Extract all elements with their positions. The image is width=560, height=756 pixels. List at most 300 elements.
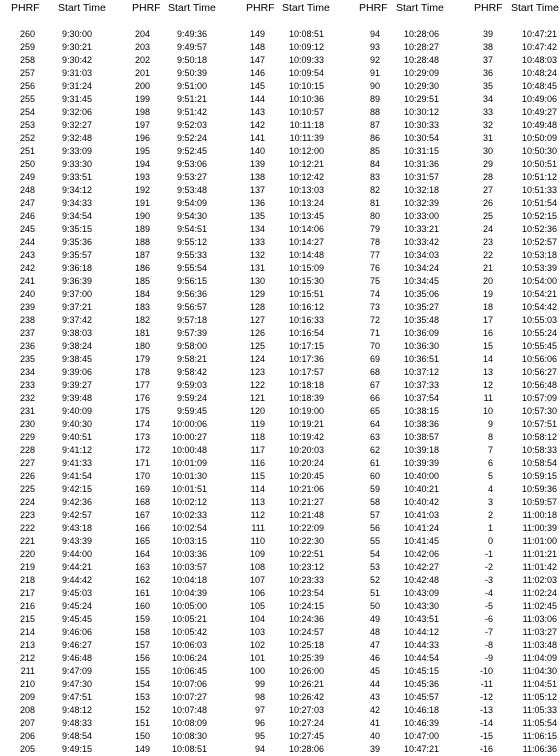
phrf-cell: -7	[484, 627, 493, 637]
start-time-cell: 10:08:51	[288, 29, 324, 39]
phrf-cell: 47	[369, 640, 380, 650]
table-row	[0, 379, 560, 392]
phrf-cell: 243	[19, 250, 35, 260]
start-time-cell: 9:48:54	[61, 731, 92, 741]
phrf-cell: 123	[249, 367, 265, 377]
phrf-cell: 46	[369, 653, 380, 663]
start-time-cell: 10:41:24	[403, 523, 439, 533]
start-time-cell: 9:51:42	[176, 107, 207, 117]
phrf-cell: 194	[134, 159, 150, 169]
start-time-cell: 10:43:30	[403, 601, 439, 611]
start-time-cell: 9:53:27	[176, 172, 207, 182]
phrf-cell: -10	[479, 666, 493, 676]
start-time-cell: 9:39:06	[61, 367, 92, 377]
start-time-cell: 9:50:18	[176, 55, 207, 65]
start-time-cell: 10:24:57	[288, 627, 324, 637]
start-time-cell: 11:01:21	[522, 549, 557, 559]
table-row	[0, 600, 560, 613]
table-row	[0, 522, 560, 535]
table-row	[0, 275, 560, 288]
start-time-cell: 10:02:33	[171, 510, 207, 520]
start-time-cell: 10:30:54	[403, 133, 439, 143]
start-time-cell: 10:42:48	[403, 575, 439, 585]
start-time-cell: 9:30:42	[61, 55, 92, 65]
start-time-cell: 10:23:33	[288, 575, 324, 585]
phrf-cell: 229	[19, 432, 35, 442]
phrf-cell: 111	[251, 523, 265, 533]
start-time-cell: 9:39:48	[61, 393, 92, 403]
phrf-cell: 0	[487, 536, 493, 546]
start-time-cell: 9:35:15	[61, 224, 92, 234]
start-time-cell: 10:49:48	[521, 120, 557, 130]
phrf-cell: 112	[250, 510, 265, 520]
phrf-cell: 179	[134, 354, 150, 364]
phrf-cell: 14	[482, 354, 493, 364]
start-time-cell: 10:22:09	[288, 523, 324, 533]
phrf-cell: 193	[134, 172, 150, 182]
table-row	[0, 158, 560, 171]
phrf-cell: 87	[369, 120, 380, 130]
phrf-cell: -3	[484, 575, 493, 585]
start-time-cell: 9:43:18	[61, 523, 92, 533]
start-time-cell: 9:58:42	[176, 367, 207, 377]
phrf-cell: 218	[19, 575, 35, 585]
start-time-cell: 10:59:57	[521, 497, 557, 507]
phrf-cell: 175	[134, 406, 150, 416]
phrf-cell: 174	[134, 419, 150, 429]
phrf-cell: 108	[249, 562, 265, 572]
phrf-cell: 217	[19, 588, 35, 598]
start-time-cell: 10:38:15	[403, 406, 439, 416]
phrf-cell: 214	[19, 627, 35, 637]
phrf-cell: 152	[134, 705, 150, 715]
phrf-cell: 106	[249, 588, 265, 598]
table-row	[0, 249, 560, 262]
table-row	[0, 730, 560, 743]
phrf-cell: 142	[249, 120, 265, 130]
phrf-cell: 1	[487, 523, 493, 533]
phrf-cell: 13	[482, 367, 493, 377]
start-time-cell: 11:02:45	[522, 601, 557, 611]
start-time-cell: 9:42:15	[61, 484, 92, 494]
start-time-cell: 10:21:06	[288, 484, 324, 494]
start-time-cell: 9:44:00	[61, 549, 92, 559]
phrf-cell: 6	[487, 458, 493, 468]
phrf-cell: 260	[19, 29, 35, 39]
table-row	[0, 678, 560, 691]
start-time-cell: 9:57:39	[176, 328, 207, 338]
phrf-cell: 206	[19, 731, 35, 741]
phrf-cell: 103	[249, 627, 265, 637]
phrf-cell: 61	[369, 458, 380, 468]
phrf-cell: 59	[369, 484, 380, 494]
start-time-cell: 11:03:27	[522, 627, 557, 637]
phrf-cell: 56	[369, 523, 380, 533]
start-time-cell: 10:24:36	[288, 614, 324, 624]
phrf-cell: 101	[249, 653, 265, 663]
start-time-cell: 10:28:06	[403, 29, 439, 39]
start-time-cell: 9:33:51	[61, 172, 92, 182]
table-row	[0, 301, 560, 314]
start-time-cell: 10:53:39	[521, 263, 557, 273]
phrf-cell: 60	[369, 471, 380, 481]
table-row	[0, 41, 560, 54]
start-time-cell: 10:42:06	[403, 549, 439, 559]
table-row	[0, 717, 560, 730]
phrf-cell: 192	[134, 185, 150, 195]
phrf-cell: 86	[369, 133, 380, 143]
phrf-cell: 82	[369, 185, 380, 195]
phrf-cell: 155	[134, 666, 150, 676]
start-time-cell: 10:30:33	[403, 120, 439, 130]
start-time-cell: 9:51:21	[176, 94, 207, 104]
start-time-cell: 10:40:42	[403, 497, 439, 507]
phrf-cell: 15	[482, 341, 493, 351]
start-time-cell: 10:01:51	[171, 484, 207, 494]
phrf-cell: 96	[254, 718, 265, 728]
phrf-cell: 45	[369, 666, 380, 676]
start-time-cell: 10:36:30	[403, 341, 439, 351]
start-time-cell: 10:43:51	[403, 614, 439, 624]
table-row	[0, 613, 560, 626]
phrf-cell: 251	[19, 146, 35, 156]
phrf-cell: 162	[134, 575, 150, 585]
table-row	[0, 366, 560, 379]
start-time-cell: 9:40:09	[61, 406, 92, 416]
phrf-cell: 36	[482, 68, 493, 78]
start-time-cell: 10:31:15	[403, 146, 439, 156]
phrf-cell: 191	[134, 198, 150, 208]
start-time-cell: 10:47:21	[521, 29, 557, 39]
phrf-cell: 247	[19, 198, 35, 208]
start-time-cell: 10:12:42	[288, 172, 324, 182]
start-time-cell: 10:46:18	[403, 705, 439, 715]
phrf-cell: -4	[484, 588, 493, 598]
start-time-cell: 9:45:24	[61, 601, 92, 611]
phrf-cell: 50	[369, 601, 380, 611]
start-time-cell: 9:34:54	[61, 211, 92, 221]
start-time-cell: 11:05:33	[522, 705, 557, 715]
start-time-cell: 10:12:00	[288, 146, 324, 156]
phrf-cell: 204	[134, 29, 150, 39]
phrf-cell: 104	[249, 614, 265, 624]
start-time-cell: 10:15:51	[288, 289, 324, 299]
phrf-cell: 221	[19, 536, 35, 546]
start-time-cell: 10:41:03	[403, 510, 439, 520]
phrf-cell: -14	[479, 718, 493, 728]
start-time-cell: 10:05:21	[171, 614, 207, 624]
table-row	[0, 184, 560, 197]
start-time-cell: 10:19:42	[288, 432, 324, 442]
table-row	[0, 535, 560, 548]
start-time-cell: 10:08:51	[171, 744, 207, 754]
phrf-cell: 25	[482, 211, 493, 221]
table-row	[0, 210, 560, 223]
phrf-cell: 209	[19, 692, 35, 702]
table-row	[0, 106, 560, 119]
start-time-cell: 10:35:48	[403, 315, 439, 325]
start-time-cell: 10:58:12	[521, 432, 557, 442]
start-time-cell: 9:57:18	[176, 315, 207, 325]
start-time-cell: 9:53:48	[176, 185, 207, 195]
start-time-cell: 10:47:00	[403, 731, 439, 741]
phrf-cell: 71	[369, 328, 380, 338]
start-time-cell: 11:05:12	[522, 692, 557, 702]
start-time-cell: 10:28:48	[403, 55, 439, 65]
phrf-cell: 200	[134, 81, 150, 91]
phrf-cell: 246	[19, 211, 35, 221]
header-start-time-2: Start Time	[168, 2, 216, 14]
phrf-cell: 8	[487, 432, 493, 442]
phrf-cell: 245	[19, 224, 35, 234]
start-time-cell: 9:34:12	[61, 185, 92, 195]
phrf-cell: 89	[369, 94, 380, 104]
phrf-cell: 168	[134, 497, 150, 507]
start-time-cell: 10:17:57	[288, 367, 324, 377]
phrf-cell: 39	[482, 29, 493, 39]
phrf-cell: 131	[249, 263, 265, 273]
phrf-cell: 58	[369, 497, 380, 507]
start-time-cell: 10:19:21	[288, 419, 324, 429]
start-time-cell: 9:58:00	[176, 341, 207, 351]
start-time-cell: 10:33:00	[403, 211, 439, 221]
phrf-cell: 100	[249, 666, 265, 676]
table-row	[0, 223, 560, 236]
start-time-cell: 10:56:06	[521, 354, 557, 364]
start-time-cell: 10:29:51	[403, 94, 439, 104]
phrf-cell: 133	[249, 237, 265, 247]
start-time-cell: 9:58:21	[176, 354, 207, 364]
phrf-cell: 254	[19, 107, 35, 117]
start-time-cell: 9:33:09	[61, 146, 92, 156]
start-time-cell: 10:39:39	[403, 458, 439, 468]
table-row	[0, 340, 560, 353]
start-time-cell: 10:52:36	[521, 224, 557, 234]
phrf-cell: 11	[483, 393, 493, 403]
start-time-cell: 10:37:12	[403, 367, 439, 377]
start-time-cell: 10:48:45	[521, 81, 557, 91]
phrf-cell: 257	[19, 68, 35, 78]
start-time-cell: 10:45:15	[403, 666, 439, 676]
start-time-cell: 10:35:27	[403, 302, 439, 312]
start-time-cell: 10:09:54	[288, 68, 324, 78]
table-row	[0, 444, 560, 457]
phrf-cell: 98	[254, 692, 265, 702]
start-time-cell: 10:55:24	[521, 328, 557, 338]
start-time-cell: 9:36:39	[61, 276, 92, 286]
start-time-cell: 10:14:06	[288, 224, 324, 234]
start-time-cell: 10:13:03	[288, 185, 324, 195]
start-time-cell: 9:56:15	[176, 276, 207, 286]
phrf-cell: 64	[369, 419, 380, 429]
start-time-cell: 10:07:27	[171, 692, 207, 702]
phrf-cell: 198	[134, 107, 150, 117]
phrf-cell: 210	[19, 679, 35, 689]
start-time-cell: 9:38:45	[61, 354, 92, 364]
table-row	[0, 431, 560, 444]
start-time-cell: 10:17:36	[288, 354, 324, 364]
header-phrf-1: PHRF	[11, 2, 40, 14]
phrf-cell: 242	[19, 263, 35, 273]
phrf-cell: 169	[134, 484, 150, 494]
phrf-cell: -13	[479, 705, 493, 715]
phrf-cell: 199	[134, 94, 150, 104]
phrf-cell: 67	[369, 380, 380, 390]
phrf-cell: 248	[19, 185, 35, 195]
phrf-cell: 49	[369, 614, 380, 624]
phrf-cell: 10	[482, 406, 493, 416]
table-row	[0, 405, 560, 418]
phrf-cell: 29	[482, 159, 493, 169]
start-time-cell: 10:06:03	[171, 640, 207, 650]
phrf-cell: 258	[19, 55, 35, 65]
table-row	[0, 67, 560, 80]
start-time-cell: 10:54:21	[521, 289, 557, 299]
table-row	[0, 236, 560, 249]
start-time-cell: 10:38:57	[403, 432, 439, 442]
phrf-cell: 4	[487, 484, 493, 494]
phrf-cell: 176	[134, 393, 150, 403]
phrf-cell: 90	[369, 81, 380, 91]
phrf-cell: 117	[250, 445, 265, 455]
start-time-cell: 9:55:33	[176, 250, 207, 260]
start-time-cell: 9:55:54	[176, 263, 207, 273]
phrf-cell: 35	[482, 81, 493, 91]
phrf-cell: 185	[134, 276, 150, 286]
phrf-cell: 48	[369, 627, 380, 637]
phrf-cell: 201	[134, 68, 150, 78]
table-row	[0, 457, 560, 470]
start-time-cell: 9:47:51	[61, 692, 92, 702]
start-time-cell: 9:54:51	[176, 224, 207, 234]
phrf-cell: 183	[134, 302, 150, 312]
phrf-cell: 196	[134, 133, 150, 143]
start-time-cell: 9:59:24	[176, 393, 207, 403]
phrf-cell: 222	[19, 523, 35, 533]
phrf-cell: 151	[134, 718, 150, 728]
start-time-cell: 10:20:24	[288, 458, 324, 468]
phrf-cell: 95	[254, 731, 265, 741]
phrf-cell: 219	[19, 562, 35, 572]
phrf-cell: 53	[369, 562, 380, 572]
start-time-cell: 9:52:03	[176, 120, 207, 130]
phrf-cell: 16	[482, 328, 493, 338]
phrf-cell: 120	[249, 406, 265, 416]
phrf-cell: 147	[249, 55, 265, 65]
table-row	[0, 392, 560, 405]
start-time-cell: 10:03:15	[171, 536, 207, 546]
table-row	[0, 587, 560, 600]
phrf-cell: 116	[250, 458, 265, 468]
phrf-cell: 180	[134, 341, 150, 351]
phrf-cell: 124	[249, 354, 265, 364]
table-row	[0, 626, 560, 639]
start-time-cell: 10:50:30	[521, 146, 557, 156]
start-time-cell: 10:43:09	[403, 588, 439, 598]
start-time-cell: 10:50:09	[521, 133, 557, 143]
phrf-cell: 34	[482, 94, 493, 104]
start-time-cell: 9:53:06	[176, 159, 207, 169]
phrf-cell: 31	[482, 133, 493, 143]
phrf-cell: 157	[134, 640, 150, 650]
phrf-cell: 42	[369, 705, 380, 715]
phrf-cell: 27	[482, 185, 493, 195]
start-time-cell: 10:35:06	[403, 289, 439, 299]
phrf-cell: 207	[19, 718, 35, 728]
start-time-cell: 10:25:18	[288, 640, 324, 650]
start-time-cell: 9:42:36	[61, 497, 92, 507]
start-time-cell: 9:59:03	[176, 380, 207, 390]
start-time-cell: 10:31:57	[403, 172, 439, 182]
phrf-cell: 125	[249, 341, 265, 351]
phrf-cell: 43	[369, 692, 380, 702]
start-time-cell: 9:48:33	[61, 718, 92, 728]
phrf-cell: 23	[482, 237, 493, 247]
phrf-cell: 145	[249, 81, 265, 91]
phrf-cell: 232	[19, 393, 35, 403]
table-row	[0, 470, 560, 483]
start-time-cell: 10:32:18	[403, 185, 439, 195]
phrf-cell: 203	[134, 42, 150, 52]
phrf-cell: 107	[249, 575, 265, 585]
phrf-cell: 158	[134, 627, 150, 637]
start-time-cell: 9:37:00	[61, 289, 92, 299]
start-time-cell: 10:07:48	[171, 705, 207, 715]
header-start-time-3: Start Time	[282, 2, 330, 14]
phrf-cell: 197	[134, 120, 150, 130]
phrf-cell: 5	[487, 471, 493, 481]
start-time-cell: 9:47:09	[61, 666, 92, 676]
start-time-cell: 10:29:30	[403, 81, 439, 91]
start-time-cell: 9:38:24	[61, 341, 92, 351]
start-time-cell: 11:01:42	[522, 562, 557, 572]
phrf-cell: 235	[19, 354, 35, 364]
phrf-cell: 215	[19, 614, 35, 624]
table-row	[0, 288, 560, 301]
start-time-cell: 10:44:12	[403, 627, 439, 637]
header-phrf-5: PHRF	[474, 2, 503, 14]
phrf-cell: 94	[254, 744, 265, 754]
start-time-cell: 10:06:24	[171, 653, 207, 663]
phrf-cell: -16	[479, 744, 493, 754]
phrf-cell: 9	[487, 419, 493, 429]
phrf-cell: 182	[134, 315, 150, 325]
start-time-cell: 9:50:39	[176, 68, 207, 78]
start-time-cell: 10:13:24	[288, 198, 324, 208]
start-time-cell: 9:56:57	[176, 302, 207, 312]
phrf-cell: 21	[482, 263, 493, 273]
start-time-cell: 10:57:51	[521, 419, 557, 429]
start-time-cell: 10:27:24	[288, 718, 324, 728]
phrf-cell: 73	[369, 302, 380, 312]
start-time-cell: 9:37:21	[61, 302, 92, 312]
start-time-cell: 10:47:21	[403, 744, 439, 754]
start-time-cell: 9:55:12	[176, 237, 207, 247]
start-time-cell: 10:47:42	[521, 42, 557, 52]
table-row	[0, 28, 560, 41]
table-row	[0, 132, 560, 145]
phrf-cell: -6	[484, 614, 493, 624]
phrf-cell: 213	[19, 640, 35, 650]
phrf-cell: 77	[369, 250, 380, 260]
phrf-cell: 228	[19, 445, 35, 455]
start-time-cell: 9:30:21	[61, 42, 92, 52]
phrf-cell: 33	[482, 107, 493, 117]
start-time-cell: 11:01:00	[522, 536, 557, 546]
phrf-cell: 81	[369, 198, 380, 208]
start-time-cell: 10:28:27	[403, 42, 439, 52]
start-time-cell: 10:59:15	[521, 471, 557, 481]
